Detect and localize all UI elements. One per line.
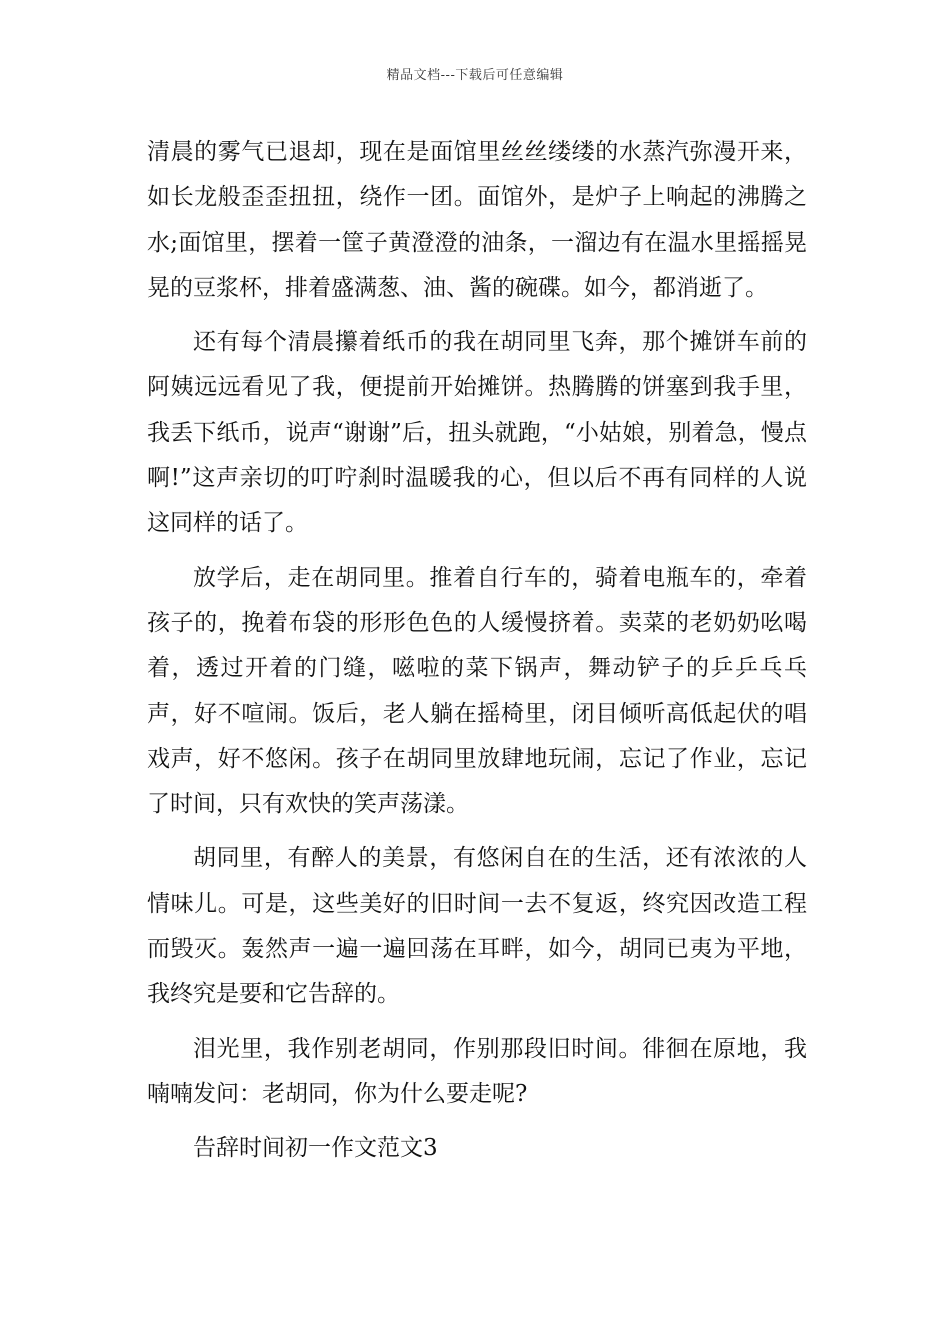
section-title: 告辞时间初一作文范文3 — [193, 1135, 438, 1162]
paragraph-3: 放学后，走在胡同里。推着自行车的，骑着电瓶车的，牵着孩子的，挽着布袋的形形色色的人缓慢挤着。卖菜的老奶奶吆喝着，透过开着的门缝，嗞啦的菜下锅声，舞动铲子的乒乒乓乓声，好不喧闹。饭后，老人躺在摇椅里，闭目倾听高低起伏的唱戏声，好不悠闲。孩子在胡同里放肆地玩闹，忘记了作业，忘记了时间，只有欢快的笑声荡漾。 — [147, 564, 807, 818]
document-body — [147, 130, 807, 1181]
paragraph-5: 泪光里，我作别老胡同，作别那段旧时间。徘徊在原地，我喃喃发问：老胡同，你为什么要走呢? — [147, 1035, 807, 1107]
paragraph-4: 胡同里，有醉人的美景，有悠闲自在的生活，还有浓浓的人情味儿。可是，这些美好的旧时间一去不复返，终究因改造工程而毁灭。轰然声一遍一遍回荡在耳畔，如今，胡同已夷为平地，我终究是要和它告辞的。 — [147, 845, 807, 1008]
paragraph-2: 还有每个清晨攥着纸币的我在胡同里飞奔，那个摊饼车前的阿姨远远看见了我，便提前开始摊饼。热腾腾的饼塞到我手里，我丢下纸币，说声“谢谢”后，扭头就跑，“小姑娘，别着急，慢点啊!”这声亲切的叮咛刹时温暖我的心，但以后不再有同样的人说这同样的话了。 — [147, 329, 807, 537]
paragraph-1: 清晨的雾气已退却，现在是面馆里丝丝缕缕的水蒸汽弥漫开来，如长龙般歪歪扭扭，绕作一团。面馆外，是炉子上响起的沸腾之水;面馆里，摆着一筐子黄澄澄的油条，一溜边有在温水里摇摇晃晃的豆浆杯，排着盛满葱、油、酱的碗碟。如今，都消逝了。 — [147, 139, 807, 301]
page-header: 精品文档---下载后可任意编辑 — [386, 68, 564, 83]
